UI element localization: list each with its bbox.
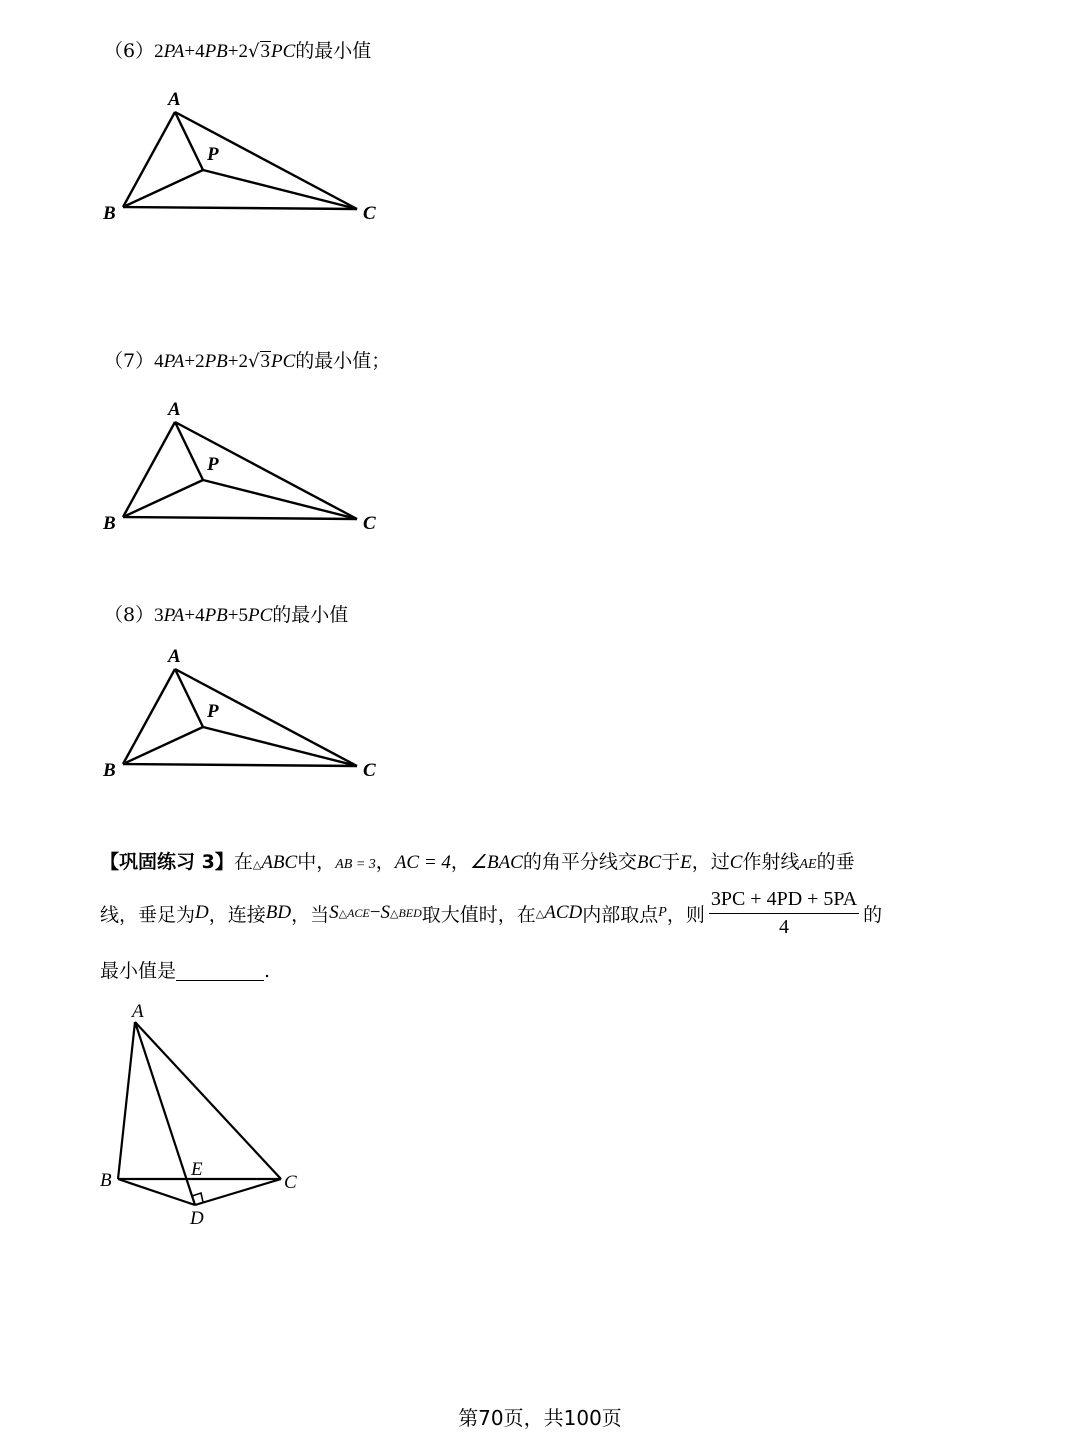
triangle-figure-7	[95, 395, 395, 540]
label-c: C	[284, 1172, 297, 1193]
label-b: B	[103, 760, 116, 781]
label-a: A	[132, 1001, 144, 1022]
label-b: B	[103, 203, 116, 224]
label-a: A	[168, 646, 181, 667]
label-d: D	[190, 1208, 204, 1229]
label-b: B	[103, 513, 116, 534]
label-p: P	[207, 454, 219, 475]
practice-line-2: 线，垂足为 D ，连接 BD ，当 S △ACE − S △BED 取大值时，在 △ ACD 内部取点 P ，则 $\frac{3PC + 4PD + 5PA}{4}$ 的	[100, 887, 883, 938]
label-b: B	[100, 1170, 112, 1191]
label-p: P	[207, 701, 219, 722]
label-a: A	[168, 89, 181, 110]
problem-6-statement: （6）2PA+4PB+2√3PC的最小值	[104, 40, 372, 62]
label-c: C	[363, 760, 376, 781]
label-a: A	[168, 399, 181, 420]
label-c: C	[363, 513, 376, 534]
page-footer: 第70页，共100页	[458, 1406, 622, 1430]
answer-blank[interactable]	[176, 962, 264, 981]
fraction: $\frac{3PC + 4PD + 5PA}{4}$	[710, 887, 858, 938]
practice-line-3: 最小值是 .	[100, 960, 271, 982]
practice-line-1: 【巩固练习 3】在△ABC中，AB = 3，AC = 4，∠BAC的角平分线交BC于E，过C作射线AE的垂	[100, 851, 855, 873]
label-e: E	[191, 1159, 203, 1180]
problem-7-statement: （7）4PA+2PB+2√3PC的最小值；	[104, 350, 391, 372]
label-p: P	[207, 144, 219, 165]
triangle-figure-6	[95, 85, 395, 230]
label-c: C	[363, 203, 376, 224]
problem-8-statement: （8）3PA+4PB+5PC的最小值	[104, 604, 349, 626]
triangle-figure-practice	[95, 995, 315, 1235]
triangle-figure-8	[95, 642, 395, 787]
practice-tag: 【巩固练习 3】	[100, 851, 234, 873]
